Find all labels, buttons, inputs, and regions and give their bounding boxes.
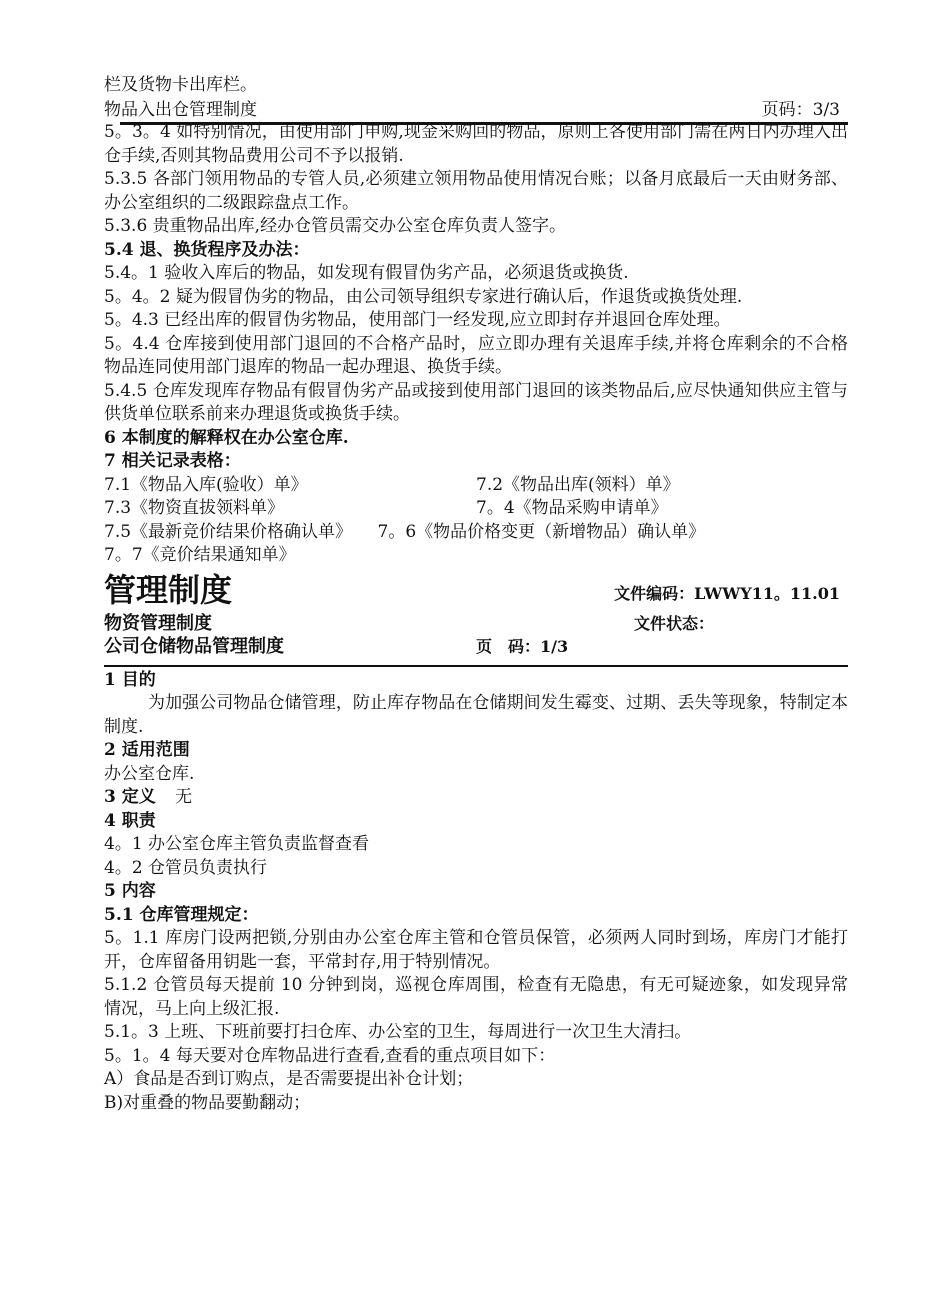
header-rule	[120, 122, 848, 125]
paragraph: 5。4.4 仓库接到使用部门退回的不合格产品时，应立即办理有关退库手续,并将仓库剩余的不合格物品连同使用部门退库的物品一起办理退、换货手续。	[104, 333, 848, 377]
document-subtitle: 公司仓储物品管理制度	[104, 636, 284, 657]
section-1	[104, 669, 848, 740]
paragraph: 5.4。1 验收入库后的物品，如发现有假冒伪劣产品，必须退货或换货.	[104, 263, 629, 283]
paragraph: 5。1。4 每天要对仓库物品进行查看,查看的重点项目如下：	[104, 1045, 556, 1066]
header-page-number: 页码：3/3	[761, 99, 840, 120]
list-item: 4。2 仓管员负责执行	[104, 857, 268, 878]
record-form-item: 7.2《物品出库(领料）单》	[476, 474, 680, 495]
section-heading: 5.1 仓库管理规定：	[104, 904, 259, 925]
section-heading: 3 定义	[104, 787, 156, 807]
record-form-row	[104, 497, 848, 521]
paragraph: 5。4.3 已经出库的假冒伪劣物品，使用部门一经发现,应立即封存并退回仓库处理。	[104, 310, 731, 330]
section-heading: 7 相关记录表格：	[104, 451, 241, 471]
paragraph: 5.3.5 各部门领用物品的专管人员,必须建立领用物品使用情况台账；以备月底最后一天由财务部、办公室组织的二级跟踪盘点工作。	[104, 169, 848, 213]
header-title-row	[104, 570, 848, 610]
paragraph: 5.1。3 上班、下班前要打扫仓库、办公室的卫生，每周进行一次卫生大清扫。	[104, 1022, 692, 1042]
paragraph: 5。1.1 库房门设两把锁,分别由办公室仓库主管和仓管员保管，必须两人同时到场，库房门才能打开，仓库留备用钥匙一套，平常封存,用于特别情况。	[104, 928, 848, 972]
section-5-3	[104, 121, 848, 239]
document-big-title: 管理制度	[104, 570, 233, 609]
list-item: 4。1 办公室仓库主管负责监督查看	[104, 834, 370, 854]
section-heading: 5.4 退、换货程序及办法：	[104, 239, 310, 260]
section-2	[104, 739, 848, 786]
paragraph: 5.1.2 仓管员每天提前 10 分钟到岗，巡视仓库周围，检查有无隐患，有无可疑迹象，如发现异常情况，马上向上级汇报.	[104, 975, 848, 1019]
paragraph: 为加强公司物品仓储管理，防止库存物品在仓储期间发生霉变、过期、丢失等现象，特制定本制度.	[104, 693, 848, 737]
section-heading: 5 内容	[104, 881, 156, 901]
record-form-item: 7。4《物品采购申请单》	[476, 498, 668, 518]
record-form-item: 7.3《物资直拔领料单》	[104, 498, 285, 518]
paragraph: 办公室仓库.	[104, 763, 195, 784]
section-4	[104, 810, 848, 881]
section-5-4	[104, 239, 848, 427]
paragraph: 5.3.6 贵重物品出库,经办仓管员需交办公室仓库负责人签字。	[104, 216, 567, 236]
section-heading: 4 职责	[104, 810, 156, 831]
document-header-block	[104, 570, 848, 667]
document-page-number: 页 码：1/3	[476, 637, 569, 656]
record-form-row	[104, 474, 848, 498]
section-7	[104, 450, 848, 568]
paragraph: B)对重叠的物品要勤翻动；	[104, 1092, 311, 1113]
section-heading: 2 适用范围	[104, 740, 190, 760]
paragraph: 无	[175, 787, 193, 807]
paragraph: 5.4.5 仓库发现库存物品有假冒伪劣产品或接到使用部门退回的该类物品后,应尽快通知供应主管与供货单位联系前来办理退货或换货手续。	[104, 380, 848, 424]
paragraph: 5。4。2 疑为假冒伪劣的物品，由公司领导组织专家进行确认后，作退货或换货处理.	[104, 286, 743, 307]
section-6-heading: 6 本制度的解释权在办公室仓库.	[104, 427, 349, 448]
document-status: 文件状态：	[633, 613, 714, 633]
paragraph: A）食品是否到订购点，是否需要提出补仓计划；	[104, 1069, 474, 1089]
section-5	[104, 880, 848, 1115]
document-code: 文件编码：LWWY11。11.01	[614, 584, 840, 603]
section-heading: 1 目的	[104, 669, 156, 690]
record-form-item: 7.1《物品入库(验收）单》	[104, 474, 308, 495]
header-sub-row	[104, 635, 848, 659]
header-rule	[104, 665, 848, 667]
document-subtitle: 物资管理制度	[104, 612, 212, 634]
record-form-item: 7。7《竞价结果通知单》	[104, 545, 296, 565]
paragraph: 5。3。4 如特别情况，由使用部门申购,现金采购回的物品，原则上各使用部门需在两日内办理入出仓手续,否则其物品费用公司不予以报销.	[104, 122, 848, 166]
document-page	[104, 74, 848, 1115]
header-title: 物品入出仓管理制度	[104, 99, 257, 120]
header-sub-row	[104, 612, 848, 636]
page-header	[104, 99, 848, 123]
record-form-item: 7.5《最新竞价结果价格确认单》 7。6《物品价格变更（新增物品）确认单》	[104, 521, 706, 542]
top-fragment: 栏及货物卡出库栏。	[104, 75, 257, 95]
section-3	[104, 786, 848, 810]
